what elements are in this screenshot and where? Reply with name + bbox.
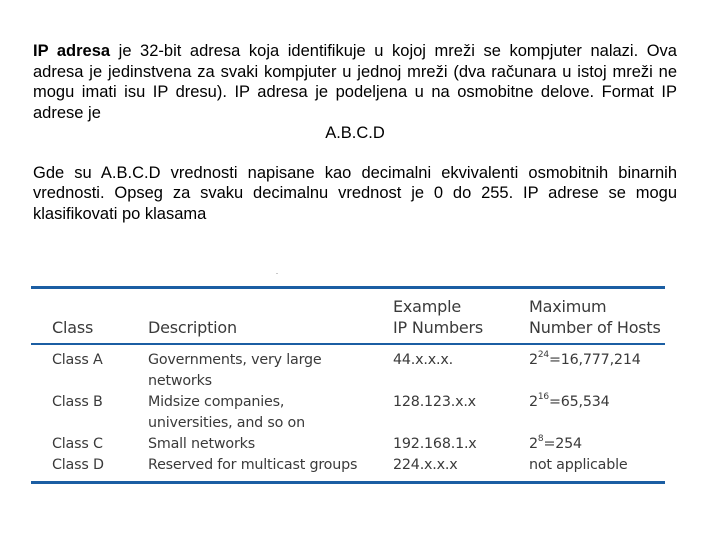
cell-max-hosts xyxy=(507,434,665,455)
header-max-hosts xyxy=(507,296,665,338)
intro-paragraph-text: je 32-bit adresa koja identifikuje u kojoj mreži se kompjuter nalazi. Ova adresa je jedinstvena za svaki kompjuter u jednoj mreži (dva računara u istoj mreži ne mogu imati isu IP dresu). IP adresa je podeljena u na osmobitne delove. Format IP adrese je xyxy=(33,42,677,122)
cell-example: 224.x.x.x xyxy=(393,456,458,473)
cell-example: 44.x.x.x. xyxy=(393,352,453,368)
second-paragraph: Gde su A.B.C.D vrednosti napisane kao decimalni ekvivalenti osmobitnih binarnih vrednosti. Opseg za svaku decimalnu vrednost je 0 do 255. IP adrese se mogu klasifikovati po klasama xyxy=(33,163,677,223)
header-class: Class xyxy=(52,318,94,337)
header-max-line1: Maximum xyxy=(529,297,607,316)
table-body xyxy=(31,345,665,481)
cell-max-hosts xyxy=(507,350,665,371)
table-row xyxy=(31,455,665,476)
header-example-line1: Example xyxy=(393,297,462,316)
max-value: =254 xyxy=(543,436,582,452)
table-header-row xyxy=(31,289,665,343)
cell-description: Reserved for multicast groups xyxy=(148,456,358,473)
max-base: 2 xyxy=(529,352,538,368)
ip-class-table xyxy=(31,286,665,484)
decorative-dot xyxy=(276,273,278,274)
header-max-line2: Number of Hosts xyxy=(529,318,661,337)
cell-class: Class C xyxy=(52,436,103,452)
description-line: networks xyxy=(148,372,212,389)
cell-example: 128.123.x.x xyxy=(393,394,476,410)
table-bottom-rule xyxy=(31,481,665,484)
cell-max-hosts xyxy=(507,392,665,413)
cell-example: 192.168.1.x xyxy=(393,436,477,452)
intro-text-block xyxy=(33,41,677,224)
cell-description xyxy=(127,350,371,391)
description-line: Governments, very large xyxy=(148,352,322,368)
header-example xyxy=(371,296,507,338)
max-value: =16,777,214 xyxy=(548,352,641,368)
max-base: 2 xyxy=(529,436,538,452)
description-line: Midsize companies, xyxy=(148,394,285,410)
cell-description: Small networks xyxy=(148,436,255,452)
cell-class: Class B xyxy=(52,394,103,410)
cell-class: Class A xyxy=(52,352,103,368)
max-base: 2 xyxy=(529,394,538,410)
cell-max-hosts: not applicable xyxy=(529,456,628,473)
header-description: Description xyxy=(148,318,237,337)
cell-class: Class D xyxy=(52,456,104,473)
max-exponent: 8 xyxy=(537,434,544,445)
table-row xyxy=(31,392,665,433)
description-line: universities, and so on xyxy=(148,414,305,431)
ip-format: A.B.C.D xyxy=(325,124,385,142)
intro-paragraph xyxy=(33,41,677,123)
header-example-line2: IP Numbers xyxy=(393,318,484,337)
cell-description xyxy=(127,392,371,433)
table-row xyxy=(31,434,665,455)
ip-address-term: IP adresa xyxy=(33,42,111,60)
max-exponent: 16 xyxy=(537,392,549,403)
table-row xyxy=(31,350,665,391)
max-exponent: 24 xyxy=(537,350,549,361)
max-value: =65,534 xyxy=(548,394,610,410)
